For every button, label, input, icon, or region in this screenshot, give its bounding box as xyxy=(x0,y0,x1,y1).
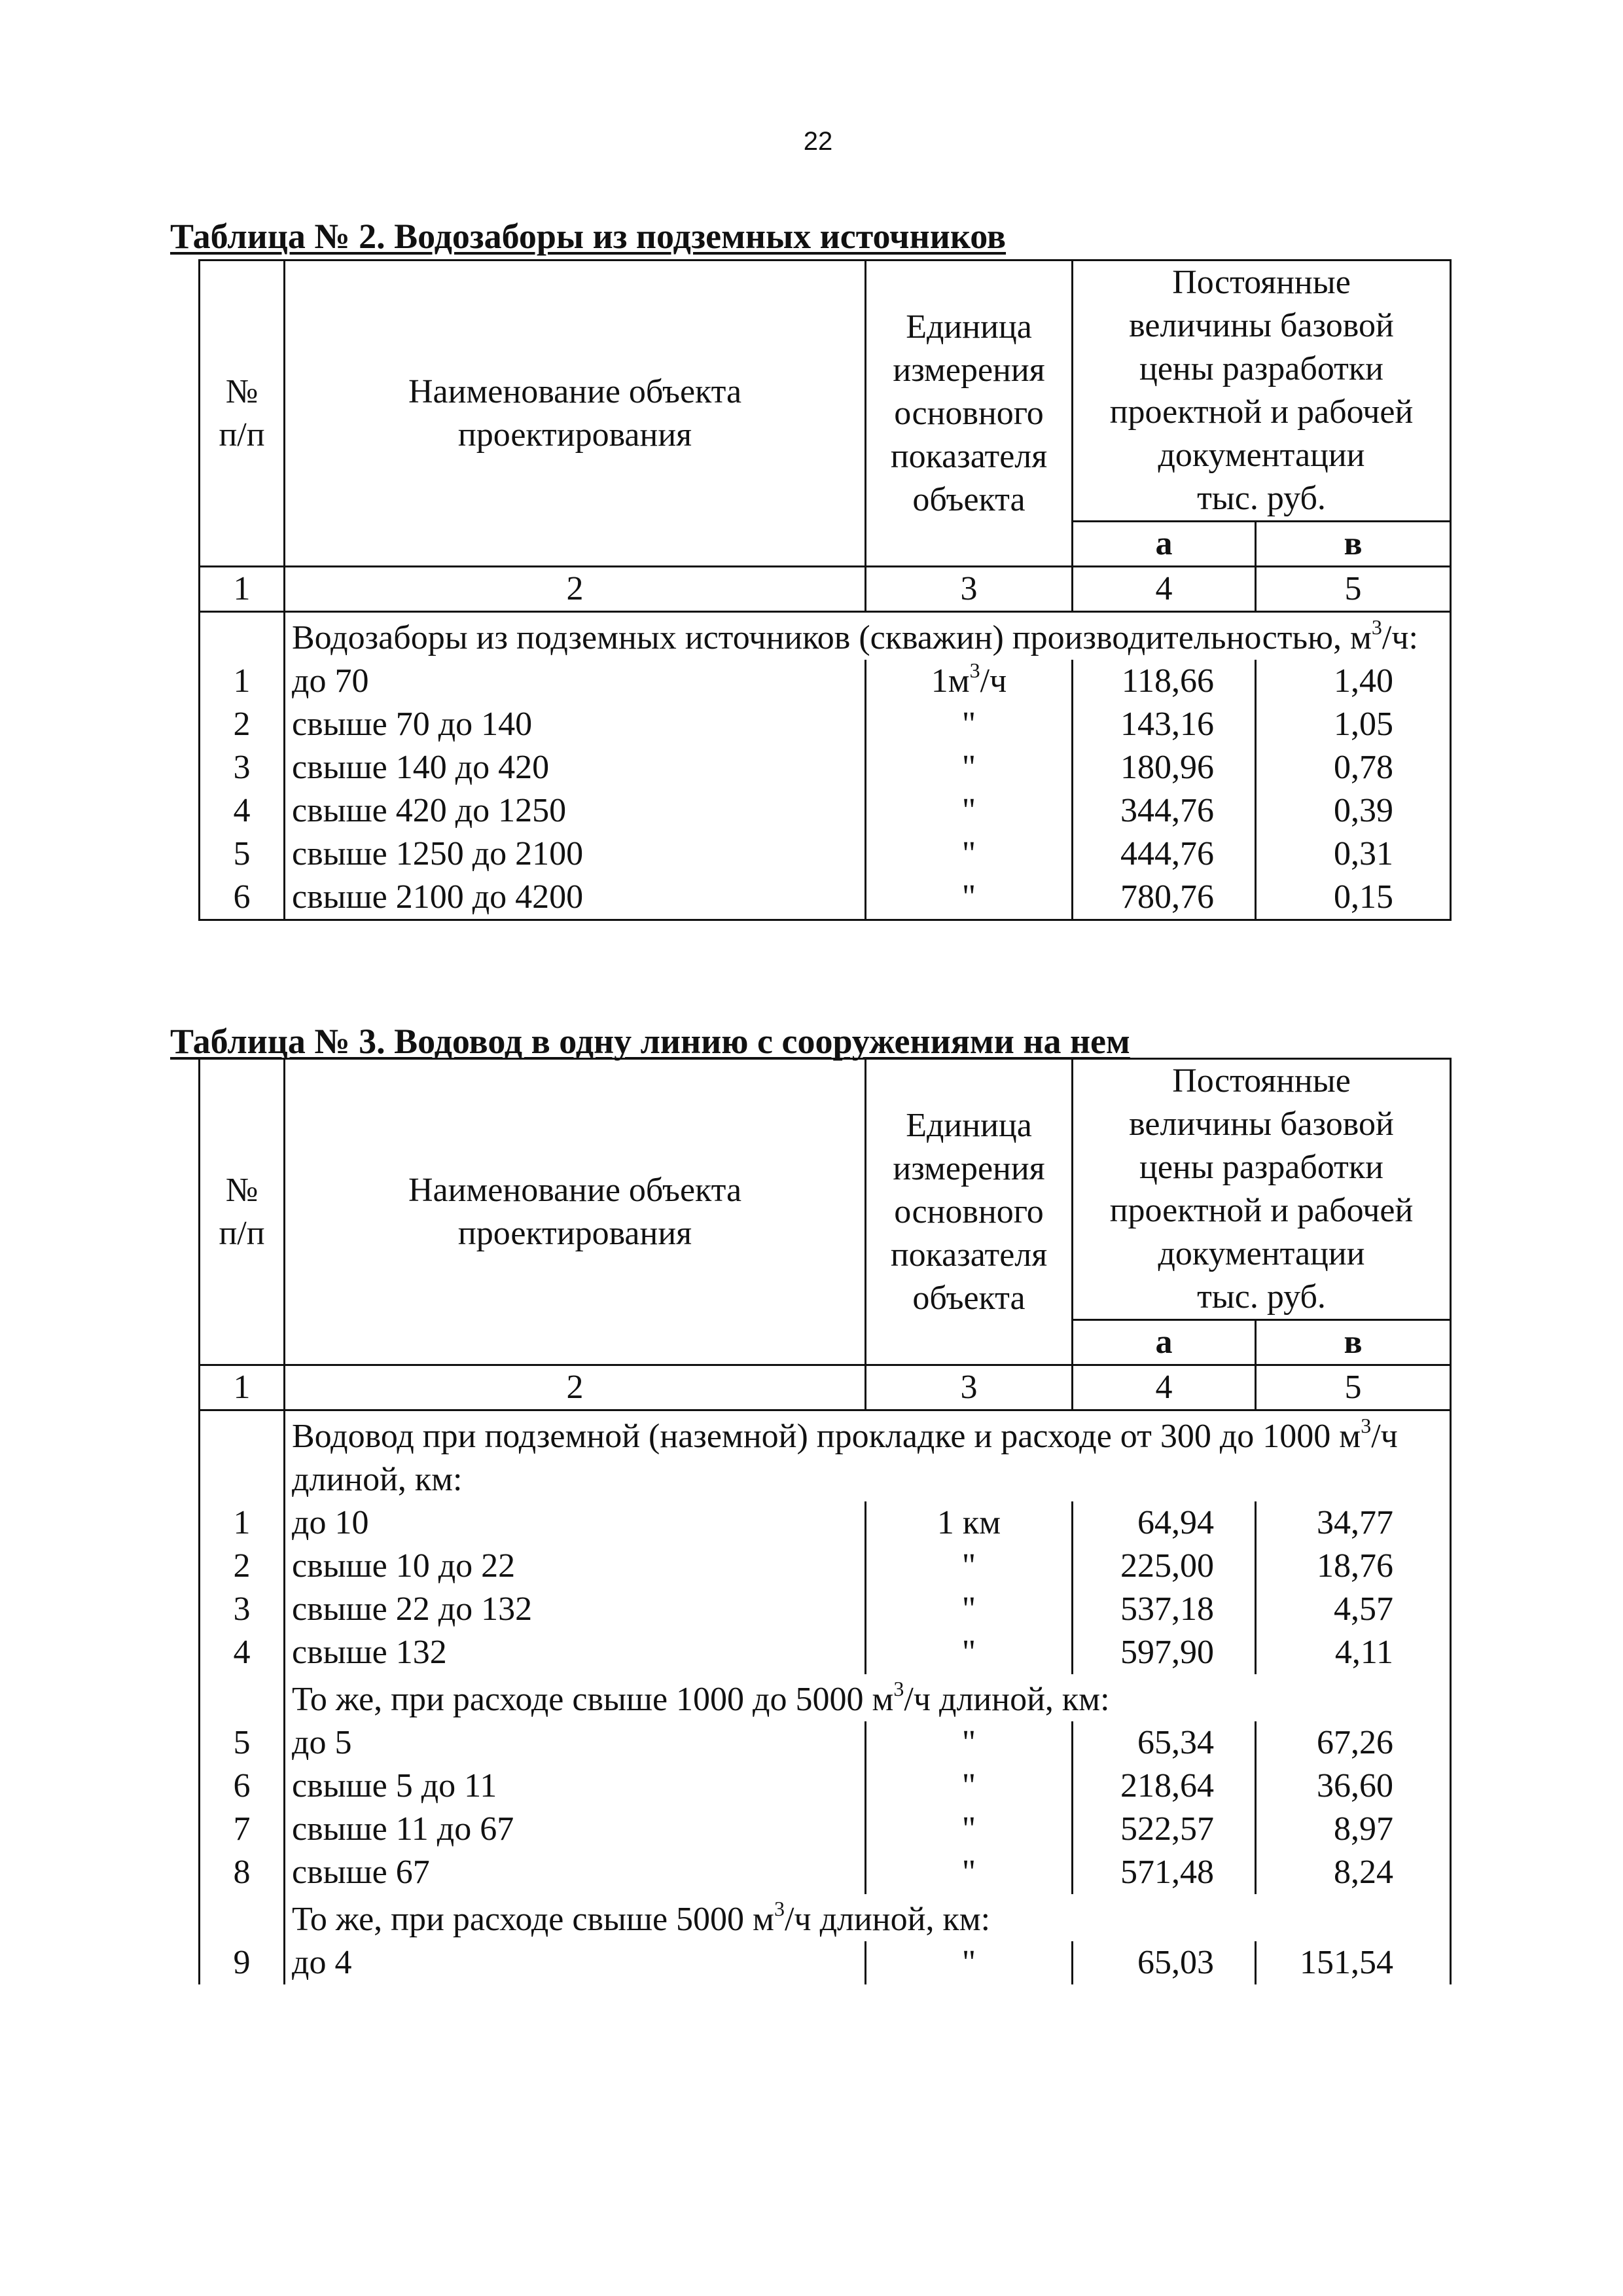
group-heading: Водовод при подземной (наземной) прокладке и расходе от 300 до 1000 $м^3/ч$ длиной, км: xyxy=(285,1410,1451,1502)
table-row: 4 свыше 420 до 1250 " 344,76 0,39 xyxy=(200,789,1451,833)
header-base-price: Постоянные величины базовой цены разработки проектной и рабочей документации тыс. руб. xyxy=(1073,260,1451,522)
group-heading-row xyxy=(200,1410,1451,1502)
column-number: 4 xyxy=(1073,1365,1256,1410)
header-sub-b: в xyxy=(1256,1320,1451,1365)
group-heading: То же, при расходе свыше 1000 до 5000 $м^3/ч$ длиной, км: xyxy=(285,1674,1451,1721)
table-row: 7 свыше 11 до 67 " 522,57 8,97 xyxy=(200,1808,1451,1851)
group-heading: Водозаборы из подземных источников (скважин) производительностью, $м^3/ч$: xyxy=(285,612,1451,660)
table-row: 5 до 5 " 65,34 67,26 xyxy=(200,1721,1451,1765)
table-row: 2 свыше 70 до 140 " 143,16 1,05 xyxy=(200,703,1451,746)
column-number: 5 xyxy=(1256,567,1451,612)
table-3 xyxy=(198,1058,1452,1984)
column-number-row xyxy=(200,567,1451,612)
table-row: 4 свыше 132 " 597,90 4,11 xyxy=(200,1631,1451,1674)
header-object-name: Наименование объекта проектирования xyxy=(285,1059,866,1365)
header-base-price: Постоянные величины базовой цены разработки проектной и рабочей документации тыс. руб. xyxy=(1073,1059,1451,1320)
table-2 xyxy=(198,259,1452,921)
column-number: 5 xyxy=(1256,1365,1451,1410)
group-heading-row xyxy=(200,612,1451,660)
column-number: 4 xyxy=(1073,567,1256,612)
header-number: № п/п xyxy=(200,260,285,567)
table-row: 5 свыше 1250 до 2100 " 444,76 0,31 xyxy=(200,833,1451,876)
table-row: 3 свыше 140 до 420 " 180,96 0,78 xyxy=(200,746,1451,789)
header-sub-b: в xyxy=(1256,522,1451,567)
table-row: 9 до 4 " 65,03 151,54 xyxy=(200,1941,1451,1984)
table-row: 2 свыше 10 до 22 " 225,00 18,76 xyxy=(200,1545,1451,1588)
column-number-row xyxy=(200,1365,1451,1410)
column-number: 2 xyxy=(285,1365,866,1410)
column-number: 2 xyxy=(285,567,866,612)
group-heading: То же, при расходе свыше 5000 $м^3/ч$ длиной, км: xyxy=(285,1894,1451,1941)
table-row: 6 свыше 5 до 11 " 218,64 36,60 xyxy=(200,1765,1451,1808)
table-2-caption: Таблица № 2. Водозаборы из подземных источников xyxy=(170,217,1007,256)
table-row: 6 свыше 2100 до 4200 " 780,76 0,15 xyxy=(200,876,1451,920)
header-unit: Единица измерения основного показателя объекта xyxy=(866,1059,1073,1365)
table-row: 3 свыше 22 до 132 " 537,18 4,57 xyxy=(200,1588,1451,1631)
table-row: 1 до 10 1 км 64,94 34,77 xyxy=(200,1501,1451,1545)
table-row: 1 до 70 $1м^3/ч$ 118,66 1,40 xyxy=(200,660,1451,703)
table-row: 8 свыше 67 " 571,48 8,24 xyxy=(200,1851,1451,1894)
header-sub-a: а xyxy=(1073,1320,1256,1365)
header-number: № п/п xyxy=(200,1059,285,1365)
column-number: 3 xyxy=(866,1365,1073,1410)
page-number: 22 xyxy=(803,127,833,156)
column-number: 3 xyxy=(866,567,1073,612)
header-unit: Единица измерения основного показателя объекта xyxy=(866,260,1073,567)
group-heading-row xyxy=(200,1674,1451,1721)
table-3-caption: Таблица № 3. Водовод в одну линию с сооружениями на нем xyxy=(170,1022,1130,1061)
group-heading-row xyxy=(200,1894,1451,1941)
header-object-name: Наименование объекта проектирования xyxy=(285,260,866,567)
column-number: 1 xyxy=(200,567,285,612)
column-number: 1 xyxy=(200,1365,285,1410)
header-sub-a: а xyxy=(1073,522,1256,567)
